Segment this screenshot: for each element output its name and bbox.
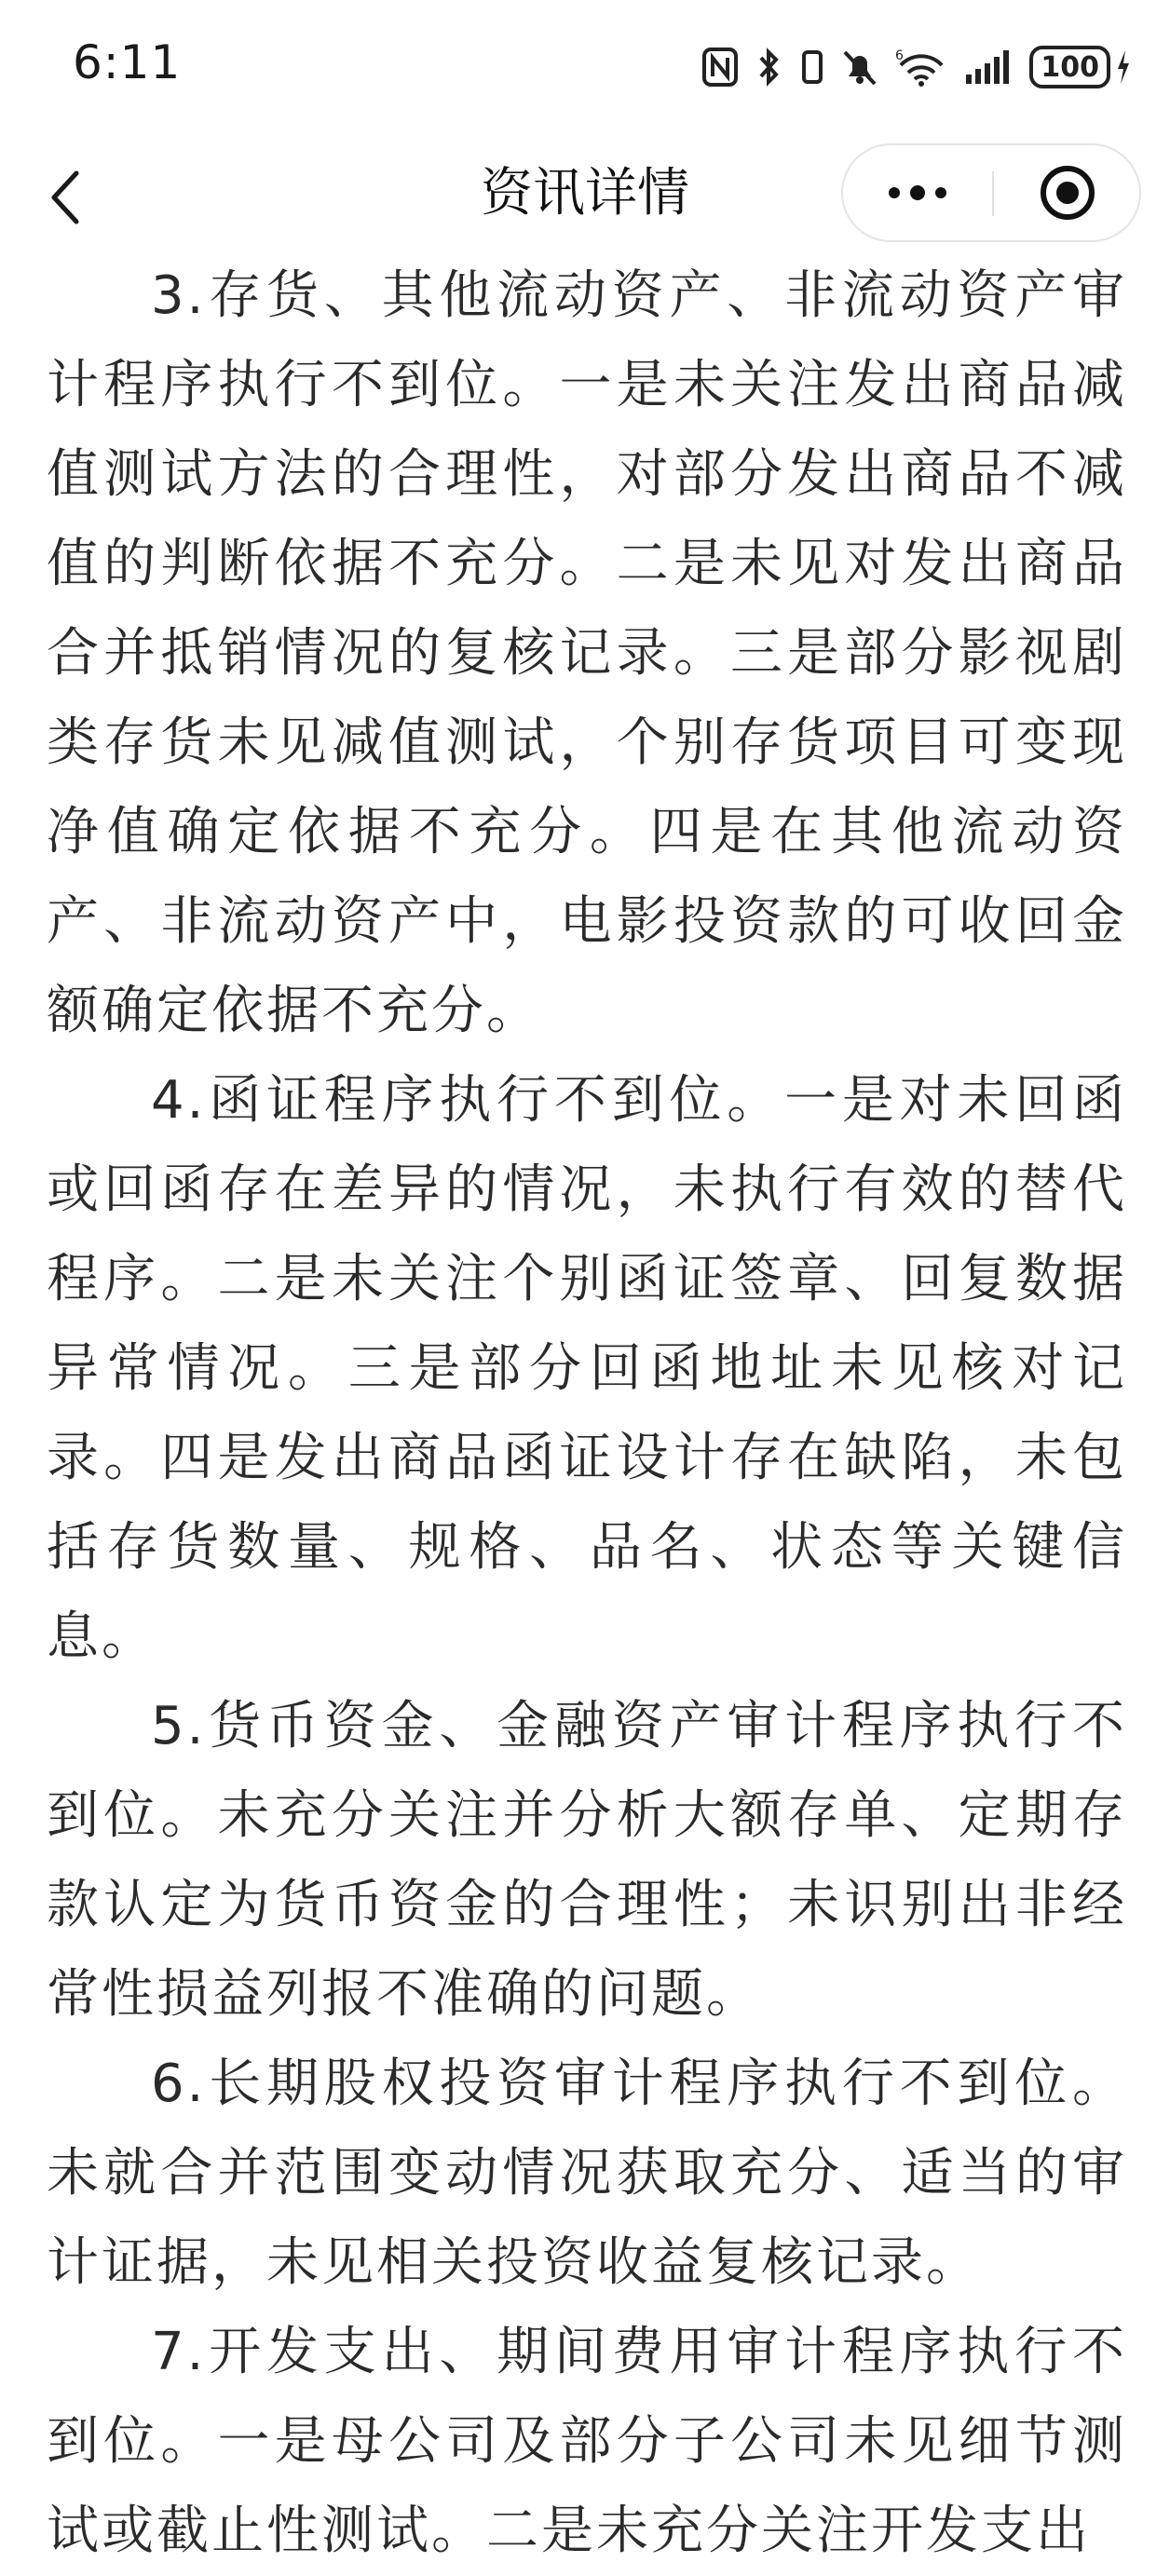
target-close-icon: [1039, 164, 1096, 222]
status-time: 6:11: [73, 35, 182, 89]
navigation-bar: [0, 130, 1170, 261]
signal-icon: [964, 45, 1013, 89]
article-paragraph: 7.开发支出、期间费用审计程序执行不到位。一是母公司及部分子公司未见细节测试或截止性测试。二是未充分关注开发支出: [47, 2322, 1127, 2561]
battery-level: 100: [1029, 46, 1110, 88]
network-type-label: 6: [895, 48, 905, 63]
vibrate-icon: [800, 45, 824, 89]
wifi-icon: [895, 45, 947, 89]
status-bar: [0, 0, 1170, 130]
nfc-icon: [701, 45, 739, 89]
mute-bell-icon: [841, 45, 878, 89]
article-paragraph: 4.函证程序执行不到位。一是对未回函或回函存在差异的情况，未执行有效的替代程序。二是未关注个别函证签章、回复数据异常情况。三是部分回函地址未见核对记录。四是发出商品函证设计存在缺陷，未包括存货数量、规格、品名、状态等关键信息。: [47, 1070, 1127, 1667]
article-paragraph: 5.货币资金、金融资产审计程序执行不到位。未充分关注并分析大额存单、定期存款认定为货币资金的合理性；未识别出非经常性损益列报不准确的问题。: [47, 1696, 1127, 2025]
more-button[interactable]: [843, 145, 992, 240]
charging-icon: [1114, 45, 1133, 89]
page-title: 资讯详情: [481, 163, 689, 224]
mini-program-capsule: [841, 143, 1141, 242]
article-paragraph: 3.存货、其他流动资产、非流动资产审计程序执行不到位。一是未关注发出商品减值测试方法的合理性，对部分发出商品不减值的判断依据不充分。二是未见对发出商品合并抵销情况的复核记录。三是部分影视剧类存货未见减值测试，个别存货项目可变现净值确定依据不充分。四是在其他流动资产、非流动资产中，电影投资款的可收回金额确定依据不充分。: [47, 265, 1127, 1041]
article-body: [47, 251, 1127, 2576]
close-button[interactable]: [994, 145, 1141, 240]
bluetooth-icon: [755, 45, 783, 89]
article-paragraph: 6.长期股权投资审计程序执行不到位。未就合并范围变动情况获取充分、适当的审计证据，未见相关投资收益复核记录。: [47, 2054, 1127, 2293]
battery-indicator: [1029, 45, 1133, 89]
more-dots-icon: [885, 183, 950, 202]
status-icons: [701, 41, 1133, 93]
